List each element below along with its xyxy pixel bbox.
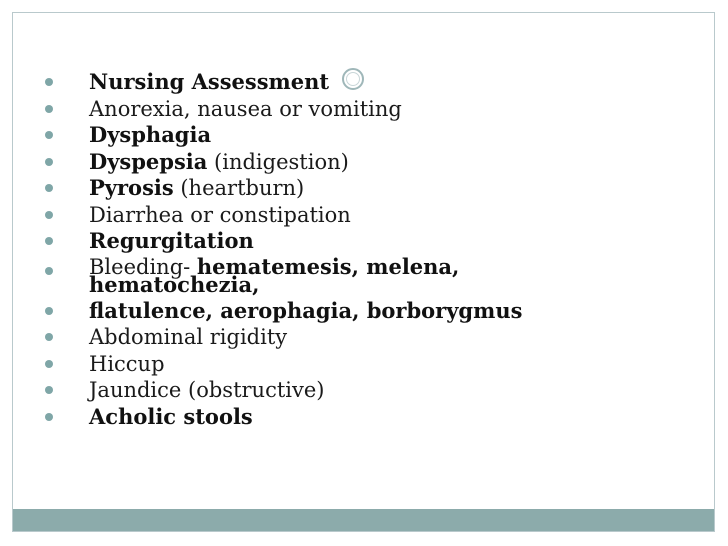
bullet-dot-icon — [45, 360, 53, 368]
list-item — [45, 404, 605, 431]
item-bold-text: Acholic stools — [89, 403, 253, 429]
bullet-list — [45, 69, 605, 430]
bullet-dot-icon — [45, 105, 53, 113]
item-bold-text: Regurgitation — [89, 228, 254, 253]
item-bold-text: hematemesis, melena, hematochezia, — [89, 253, 460, 297]
bullet-dot-icon — [45, 307, 53, 315]
bullet-dot-icon — [45, 78, 53, 86]
bullet-dot-icon — [45, 211, 53, 219]
bullet-dot-icon — [45, 386, 53, 394]
list-item — [45, 298, 605, 325]
bullet-dot-icon — [45, 131, 53, 139]
list-item — [45, 324, 605, 351]
bullet-dot-icon — [45, 158, 53, 166]
item-lead-text: Bleeding- — [89, 254, 197, 279]
item-text: (heartburn) — [173, 176, 305, 200]
list-item — [45, 149, 605, 176]
list-item — [45, 96, 605, 123]
item-bold-text: Dyspepsia — [89, 148, 208, 174]
slide-footer-band — [13, 509, 714, 531]
item-bold-text: Nursing Assessment — [89, 69, 330, 94]
item-text: Hiccup — [89, 351, 165, 376]
list-item — [45, 377, 605, 404]
bullet-dot-icon — [45, 237, 53, 245]
list-item — [45, 255, 605, 298]
list-item — [45, 175, 605, 202]
item-bold-text: Pyrosis — [89, 175, 174, 200]
list-item — [45, 202, 605, 229]
item-text: Diarrhea or constipation — [89, 202, 351, 227]
item-text: Anorexia, nausea or vomiting — [89, 96, 402, 121]
item-text: Jaundice (obstructive) — [89, 378, 325, 402]
list-item — [45, 351, 605, 378]
bullet-dot-icon — [45, 333, 53, 341]
item-bold-text: Dysphagia — [89, 122, 212, 147]
bullet-dot-icon — [45, 413, 53, 421]
item-text: Abdominal rigidity — [89, 325, 288, 349]
item-bold-text: flatulence, aerophagia, borborygmus — [89, 297, 523, 323]
item-text: (indigestion) — [207, 149, 349, 174]
list-item — [45, 122, 605, 149]
bullet-dot-icon — [45, 267, 53, 275]
bullet-dot-icon — [45, 184, 53, 192]
list-item — [45, 228, 605, 255]
list-item — [45, 69, 605, 96]
